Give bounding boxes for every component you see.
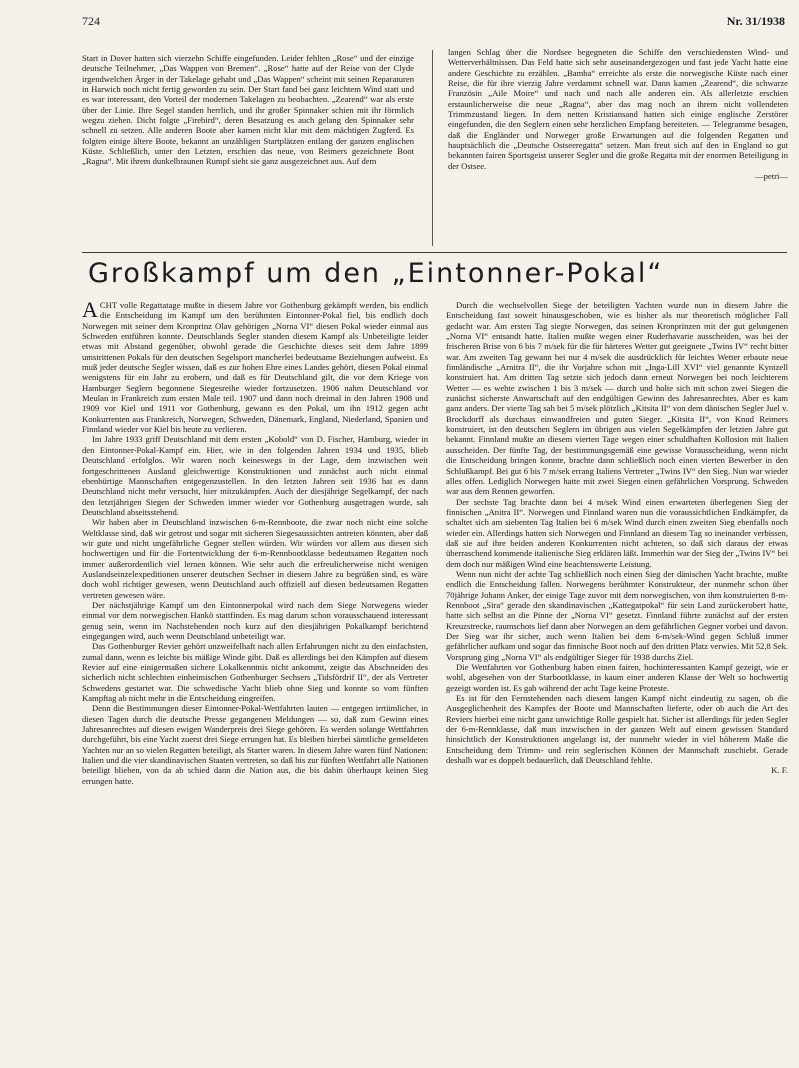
paragraph: Es ist für den Fernstehenden nach diesem langen Kampf nicht eindeutig zu sagen, ob die Ausgeglichenheit des Kampfes der Boote und Mannschaften lieferte, oder ob auch die Art des Reviers hierbei eine nicht ganz unwichtige Rolle gespielt hat. Sicher ist allerdings für jeden Segler der 6-m-Rennklasse, daß man inzwischen in der ganzen Welt auf einem gewissen Standard hinsichtlich der Konstruktionen angelangt ist, der nunmehr wieder in viel höherem Maße die Entscheidung dem Trimm- und rein seglerischen Können der Mannschaft zuschiebt. Gerade deshalb war es doppelt bedauerlich, daß Deutschland fehlte. — [446, 693, 788, 766]
paragraph: Wenn nun nicht der achte Tag schließlich noch einen Sieg der dänischen Yacht brachte, mußte endlich die Entscheidung fallen. Norwegens berühmter Konstrukteur, der nunmehr schon über 70jährige Johann Anker, der einige Tage zuvor mit dem norwegischen, von ihm konstruierten 8-m-Rennboot „Sira“ gerade den skandinavischen „Kattegatpokal“ für sein Land zurückerobert hatte, hatte sich selbst an die Pinne der „Norna VI“ gesetzt. Finnland führte zunächst auf der ersten Kreuzstrecke, raumschots lief dann aber Norwegen an dem gefährlichen Gegner vorbei und davon. Der Sieg war ihr sicher, auch wenn Italien bei dem 6-m/sek-Wind gegen Schluß immer gefährlicher aufkam und sogar das finnische Boot noch auf den dritten Platz verwies. Mit 52,8 Sek. Vorsprung ging „Norna VI“ als endgültiger Sieger für 1938 durchs Ziel. — [446, 568, 788, 662]
article-headline: Großkampf um den „Eintonner-Pokal“ — [88, 258, 664, 289]
paragraph: Start in Dover hatten sich vierzehn Schiffe eingefunden. Leider fehlten „Rose“ und der einzige deutsche Teilnehmer, „Das Wappen von Bremen“. „Rose“ hatte auf der Reise von der Clyde irgendwelchen Ärger in der Takelage gehabt und „Das Wappen“ scheint mit seinen Reparaturen in Harwich noch nicht fertig geworden zu sein. Der Start fand bei ganz leichtem Wind statt und es war interessant, den Vorteil der modernen Takelagen zu beobachten. „Zearend“ war als erste über der Linie. Ihre Segel standen herrlich, und ihr großer Spinnaker schien mit ihr förmlich wegzu ziehen. Dicht folgte „Firebird“, deren Besatzung es auch gelang den Spinnaker sehr schnell zu setzen. Alle anderen Boote aber kamen nicht klar mit dem mächtigen Zugferd. Es folgten einige ältere Boote, bekannt an unzähligen Startplätzen entlang der ganzen englischen Küste. Schließlich, unter den Letzten, erschien das neue, von Reimers gezeichnete Boot „Ragna“. Mit ihrem dunkelbraunen Rumpf sieht sie ganz ausgezeichnet aus. Auf dem — [82, 53, 414, 167]
paragraph: Der sechste Tag brachte dann bei 4 m/sek Wind einen erwarteten überlegenen Sieg der finnischen „Anitra II“. Norwegen und Finnland waren nun die voraussichtlichen Endkämpfer, da schaltet sich am siebenten Tag Italien bei 6 m/sek Wind durch einen zweiten Sieg ebenfalls noch wieder ein. Allerdings hatten sich Norwegen und Finnland an diesem Tag so ineinander verbissen, daß sie auf ihre beiden anderen Konkurrenten nicht achteten, so daß sich daraus der etwas überraschend kommende italienische Sieg erklären läßt. Immerhin war der Sieg der „Twins IV“ bei dem doch nur mäßigen Wind eine beachtenswerte Leistung. — [446, 496, 788, 569]
top-left-column — [82, 53, 414, 251]
paragraph: langen Schlag über die Nordsee begegneten die Schiffe den verschiedensten Wind- und Wetterverhältnissen. Das Feld hatte sich sehr auseinandergezogen und fast jede Yacht hatte eine andere Geschichte zu erzählen. „Bamba“ erreichte als erste die norwegische Küste nach einer Reise, die für ihre vierzig Jahre verdammt schnell war. Dann kamen „Zearend“, die schwarze Französin „Aile Moire“ und nach und nach alle anderen ein. Als allerletzte erschien erstaunlicherweise die neue „Ragna“, aber das mag noch an ihrem nicht vollendeten Trimmzustand liegen. In dem netten Kristiansand hatten sich einige englische Zerstörer eingefunden, die den Seglern einen sehr herzlichen Empfang bereiteten. — Telegramme besagen, daß die Engländer und Norweger große Erwartungen auf die folgenden Regatten und hauptsächlich die „Deutsche Ostseeregatta“ setzen. Man freut sich auf den in England so gut bekannten fairen Sportsgeist unserer Segler und die große Regatta mit der enormen Beteiligung in der Ostsee. — [448, 47, 788, 171]
article-left-column — [82, 300, 428, 1060]
author-signature: K. F. — [771, 765, 788, 776]
article-right-column — [446, 300, 788, 1060]
drop-cap: A — [82, 300, 98, 322]
author-signature: —petri— — [755, 171, 788, 182]
paragraph: Im Jahre 1933 griff Deutschland mit dem ersten „Kobold“ von D. Fischer, Hamburg, wieder in den Eintonner-Pokal-Kampf ein. Hier, wie in den folgenden Jahren 1934 und 1935, blieb Deutschland erfolglos. Wir waren noch keineswegs in der Lage, dem inzwischen weit fortgeschrittenen Ausland gleichwertige Konstruktionen und zunächst auch nicht einmal ebenbürtige Mannschaften entgegenzustellen. In den letzten Jahren seit 1936 hat es dann Deutschland nicht mehr versucht, hier mitzukämpfen. Auch der diesjährige Segelkampf, der nach den letztjährigen Siegen der Schweden immer wieder vor Gothenburg ausgetragen wurde, sah Deutschland abseitsstehend. — [82, 434, 428, 517]
paragraph: Wir haben aber in Deutschland inzwischen 6-m-Rennboote, die zwar noch nicht eine solche Weltklasse sind, daß wir getrost und sogar mit sicheren Siegesaussichten antreten könnten, aber daß wir gute und nicht ungefährliche Gegner stellen würden. Wir würden vor allem aus diesen sich hochwertigen und für die Fortentwicklung der 6-m-Rennbootklasse bedeutsamen Regatten noch immer außerordentlich viel lernen können. Wie sehr auch die erfreulicherweise nicht wenigen Auslandseinzelexpeditionen unserer deutschen Sechser in diesem Jahre zu begrüßen sind, es wäre doch wohl richtiger gewesen, wenn Deutschland auch offiziell auf diesen bedeutsamen Regatten vertreten gewesen wäre. — [82, 517, 428, 600]
paragraph: Durch die wechselvollen Siege der beteiligten Yachten wurde nun in diesem Jahre die Entscheidung fast soweit hinausgeschoben, wie es bisher als nur theoretisch möglicher Fall gedacht war. Am ersten Tag siegte Norwegen, das seinen Kronprinzen mit der gut gelungenen „Norna VI“ entsandt hatte. Italien mußte wegen einer Ruderhavarie ausscheiden, was bei der frischeren Brise von 6 bis 7 m/sek für die für härteres Wetter gut geeignete „Twins IV“ recht bitter war. Am zweiten Tag gewann bei nur 4 m/sek die ausdrücklich für leichtes Wetter erbaute neue finnländische „Arnitra II“, die ihr Vorjahre schon mit „Inga-Lill XVI“ viel genannte Kyntzell konstruiert hat. Am dritten Tag setzte sich jedoch dann erneut Norwegen bei noch leichterem Wetter — es wehte zwischen 1 bis 3 m/sek — durch und holte sich mit schon zwei Siegen die zunächst sicherste Anwartschaft auf den endgültigen Gewinn des Jahresanrechtes. Aber es kam ganz anders. Der vierte Tag sah bei 5 m/sek plötzlich „Kitsita II“ von dem dänischen Segler Juel v. Brockdorff als durchaus einwandfreien und guten Sieger. „Kitsita II“, von Knud Reimers konstruiert, ist den deutschen Seglern im übrigen aus vielen Segelkämpfen der letzten Jahre gut bekannt. Finnland mußte an diesem vierten Tage wegen einer schuldhaften Kollosion mit Italien ausscheiden. Der fünfte Tag, der bestimmungsgemäß eine gewisse Vorausscheidung, wenn nicht die Entscheidung bringen konnte, brachte dann schließlich noch einen vierten Bewerber in den Schlußkampf. Bei gut 6 bis 7 m/sek errang Italiens Vertreter „Twins IV“ den Sieg. Nun war wieder alles offen. Lediglich Norwegen hatte mit zwei Siegen einen gefährlichen Vorsprung. Schweden war aus dem Rennen geworfen. — [446, 300, 788, 497]
page-number: 724 — [82, 14, 100, 28]
paragraph: Die Wettfahrten vor Gothenburg haben einen fairen, hochinteressanten Kampf gezeigt, wie er wohl, abgesehen von der Starbootklasse, in kaum einer anderen Klasse der Welt so hochwertig gezeigt worden ist. Es gab während der acht Tage keine Proteste. — [446, 662, 788, 693]
paragraph-text: CHT volle Regattatage mußte in diesem Jahre vor Gothenburg gekämpft werden, bis endlich die Entscheidung im Kampf um den berühmten Eintonner-Pokal fiel, bis endlich doch Norwegen mit seiner dem Kronprinz Olav gehörigen „Norna VI“ diesen Pokal wieder einmal aus Schweden entführen konnte. Deutschlands Segler standen diesem Kampf als Unbeteiligte leider etwas mit Abstand gegenüber, obwohl gerade die Geschichte dieses seit dem Jahre 1899 umstrittenen Pokals für den deutschen Segelsport mancherlei bedeutsame Beziehungen aufweist. Es muß jeder deutsche Segler wissen, daß es zur hohen Ehre eines Landes gehört, diesen Pokal einmal wenigstens für ein Jahr zu erobern, und daß es für Deutschland gilt, die vor dem Kriege von Hamburger Seglern begonnene Siegesreihe wieder fortzusetzen. 1906 nahm Deutschland vor Meulan in Frankreich zum ersten Male teil. 1907 und dann noch dreimal in den Jahren 1908 und 1909 vor Kiel und 1911 vor Gothenburg, gewann es den Pokal, um ihn 1912 gegen acht Konkurrenten aus Frankreich, Norwegen, Schweden, Dänemark, England, Niederland, Spanien und Finnland wieder vor Kiel bis heute zu verlieren. — [82, 300, 428, 435]
column-divider — [432, 50, 433, 246]
paragraph: Denn die Bestimmungen dieser Eintonner-Pokal-Wettfahrten lauten — entgegen irrtümlicher, in diesen Tagen durch die deutsche Presse gegangenen Meldungen — so, daß zum Gewinn eines Jahresanrechtes auf diesen ewigen Wanderpreis drei Siege gehören. Es werden solange Wettfahrten durchgeführt, bis eine Yacht zuerst drei Siege errungen hat. Es bleiben hierbei sämtliche gemeldeten Yachten nur an so vielen Regatten beteiligt, als Starter waren. In diesem Jahre waren fünf Nationen: Italien und die vier skandinavischen Staaten vertreten, so daß bis zur fünften Wettfahrt alle Nationen beteiligt blieben, von da ab schied dann die Nation aus, die bis dahin überhaupt keinen Sieg errungen hatte. — [82, 703, 428, 786]
top-right-column — [448, 47, 788, 251]
section-rule — [82, 252, 787, 253]
paragraph: Der nächstjährige Kampf um den Eintonnerpokal wird nach dem Siege Norwegens wieder einmal vor dem norwegischen Hankö stattfinden. Es mag darum schon vorausschauend interessant genug sein, wenn im Nachstehenden noch kurz auf den diesjährigen Pokalkampf berichtend eingegangen wird, auch wenn Deutschland unbeteiligt war. — [82, 599, 428, 641]
issue-number: Nr. 31/1938 — [726, 14, 785, 28]
paragraph: Das Gothenburger Revier gehört unzweifelhaft nach allen Erfahrungen nicht zu den einfachsten, zumal dann, wenn es leichte bis mäßige Winde gibt. Daß es allerdings bei den Kämpfen auf diesem Revier auf eine einigermaßen sichere Lokalkenntnis nicht ankommt, zeigte das Abschneiden des sicherlich nicht schlechten einheimischen Gothenburger Sechsers „Tidsfördrif II“, der als Vertreter Schwedens gestartet war. Die schwedische Yacht blieb ohne Sieg und konnte so vom fünften Kampftag ab nicht mehr in die Entscheidung eingreifen. — [82, 641, 428, 704]
paragraph — [82, 300, 428, 434]
